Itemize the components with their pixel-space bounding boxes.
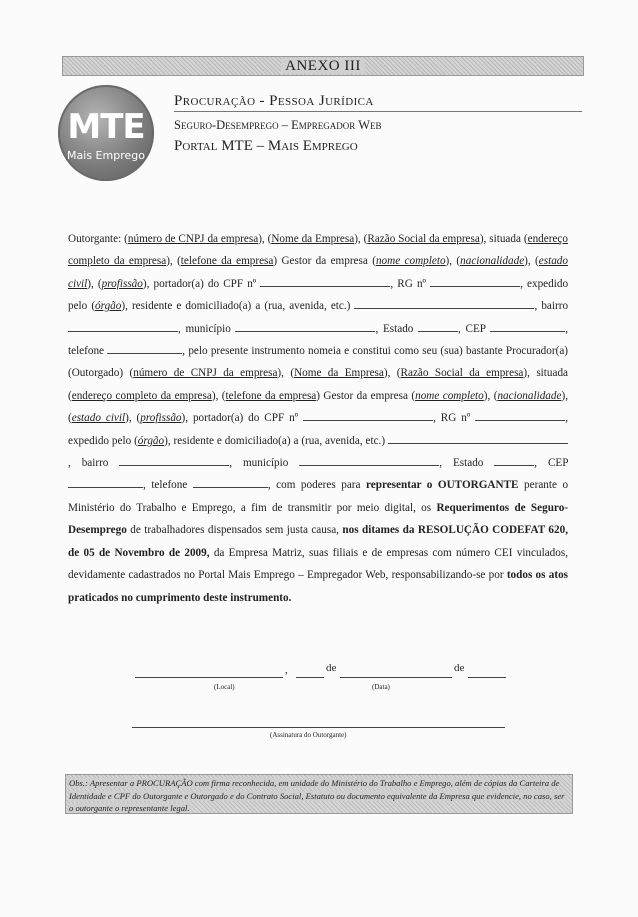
proxy-full-name-field: nome completo (415, 389, 484, 402)
proxy-cnpj-field: número de CNPJ da empresa (133, 367, 278, 380)
resident-label: residente e (131, 300, 182, 313)
proxy-rg-blank[interactable] (475, 409, 565, 421)
outorgante-label: Outorgante: (68, 233, 122, 245)
proxy-company-phone-field: telefone da empresa (225, 389, 317, 402)
phone-blank[interactable] (107, 342, 182, 354)
appointment-text: pelo presente instrumento nomeia e constitui como seu (sua) bastante Procurador(a) (Outorgado) (68, 345, 569, 380)
signature-caption: (Assinatura do Outorgante) (270, 731, 347, 739)
proxy-address-field: endereço completo da empresa (71, 389, 212, 402)
neighborhood-blank[interactable] (68, 320, 178, 332)
proxy-domicile-label: domiciliado(a) a (rua, avenida, etc.) (224, 434, 386, 447)
proxy-city-blank[interactable] (299, 454, 439, 466)
page-title: Procuração - Pessoa Jurídica (174, 93, 374, 109)
rg-blank[interactable] (430, 275, 520, 287)
year-blank[interactable] (468, 664, 506, 678)
headquarters-text: da Empresa Matriz, suas filiais e de empresas com número CEI vinculados, devidamente cadastrados no Portal Mais Emprego – Empregador Web, responsabilizando-se por (68, 546, 568, 582)
city-blank[interactable] (235, 320, 375, 332)
proxy-resident-label: residente e (173, 434, 222, 447)
proxy-zip-blank[interactable] (68, 476, 143, 488)
date-caption: (Data) (372, 683, 390, 691)
proxy-state-blank[interactable] (494, 454, 534, 466)
full-name-field: nome completo (375, 255, 446, 268)
month-blank[interactable] (340, 664, 452, 678)
mte-logo (58, 85, 154, 181)
issued-by-label: expedido pelo (68, 277, 569, 313)
zip-blank[interactable] (490, 320, 565, 332)
before-ministry-text: perante o Ministério do Trabalho e Emprego, a fim de transmitir por meio digital, os (68, 479, 569, 514)
cpf-label: portador(a) do CPF nº (153, 277, 257, 290)
day-blank[interactable] (296, 664, 324, 678)
all-acts-text: todos os atos praticados no cumprimento deste instrumento. (68, 569, 569, 604)
annex-title-bar (62, 56, 584, 76)
legal-name-field: Razão Social da empresa (367, 233, 480, 245)
manager-label: Gestor da empresa (281, 255, 368, 268)
resolution-text: nos ditames da RESOLUÇÃO CODEFAT 620, de 05 de Novembro de 2009, (68, 524, 569, 559)
issuer-field: órgão (95, 300, 122, 313)
city-label: município (185, 322, 231, 335)
proxy-manager-label: Gestor da empresa (323, 389, 408, 402)
local-blank[interactable] (135, 664, 283, 678)
nationality-field: nacionalidade (460, 255, 525, 268)
title-rule (174, 111, 582, 112)
represent-text: representar o OUTORGANTE (366, 479, 519, 492)
comma: , (285, 664, 288, 676)
state-label: Estado (382, 322, 414, 335)
signature-line[interactable] (132, 715, 505, 728)
proxy-issuer-field: órgão (137, 434, 165, 447)
proxy-neighborhood-blank[interactable] (119, 454, 229, 466)
rg-label: RG nº (397, 277, 427, 290)
logo-sub-text: Mais Emprego (67, 149, 145, 162)
proxy-legal-name-field: Razão Social da empresa (400, 367, 524, 380)
logo-main-text: MTE (67, 107, 145, 147)
marital-status-field: estado civil (68, 255, 568, 290)
proxy-nationality-field: nacionalidade (497, 389, 562, 402)
de-1-label: de (326, 662, 337, 674)
proxy-cpf-blank[interactable] (303, 409, 433, 421)
procuration-text: Outorgante: (número de CNPJ da empresa), (Nome da Empresa), (Razão Social da empresa), situada (endereço completo da empresa), (telefone da empresa) Gestor da empresa (nome completo), (nacionalidade), (estado civil), (profissão), portador(a) do CPF nº , RG nº , expedido pelo (órgão), residente e domiciliado(a) a (rua, avenida, etc.) , bairro , município , Estado , CEP , telefone , pelo presente instrumento nomeia e constitui como seu (sua) bastante Procurador(a) (Outorgado) (número de CNPJ da empresa), (Nome da Empresa), (Razão Social da empresa), situada (endereço completo da empresa), (telefone da empresa) Gestor da empresa (nome completo), (nacionalidade), (estado civil), (profissão), portador(a) do CPF nº , RG nº , expedido pelo (órgão), residente e domiciliado(a) a (rua, avenida, etc.) , bairro , município , Estado , CEP , telefone , com poderes para representar o OUTORGANTE perante o Ministério do Trabalho e Emprego, a fim de transmitir por meio digital, os Requerimentos de Seguro-Desemprego de trabalhadores dispensados sem justa causa, nos ditames da RESOLUÇÃO CODEFAT 620, de 05 de Novembro de 2009, da Empresa Matriz, suas filiais e de empresas com número CEI vinculados, devidamente cadastrados no Portal Mais Emprego – Empregador Web, responsabilizando-se por todos os atos praticados no cumprimento deste instrumento. (68, 233, 569, 604)
proxy-marital-status-field: estado civil (71, 412, 126, 425)
portal-title: Portal MTE – Mais Emprego (174, 138, 358, 154)
company-name-field: Nome da Empresa (271, 233, 355, 245)
proxy-company-name-field: Nome da Empresa (294, 367, 384, 380)
powers-text: com poderes para (276, 479, 361, 492)
subtitle: Seguro-Desemprego – Empregador Web (174, 118, 382, 132)
local-caption: (Local) (214, 683, 235, 691)
phone-label: telefone (68, 345, 105, 358)
proxy-street-blank[interactable] (388, 432, 568, 444)
proxy-neighborhood-label: bairro (81, 457, 109, 470)
proxy-phone-label: telefone (151, 479, 188, 492)
profession-field: profissão (101, 277, 143, 290)
proxy-profession-field: profissão (140, 412, 182, 425)
proxy-situada-label: situada (536, 367, 569, 380)
observation-box (65, 774, 573, 814)
company-phone-field: telefone da empresa (180, 255, 274, 268)
address-field: endereço completo da empresa (68, 233, 568, 268)
proxy-state-label: Estado (452, 457, 484, 470)
proxy-phone-blank[interactable] (193, 476, 268, 488)
situada-label: situada (489, 233, 521, 245)
dismissed-text: de trabalhadores dispensados sem justa causa, (130, 524, 339, 537)
observation-text: Obs.: Apresentar a PROCURAÇÃO com firma reconhecida, em unidade do Ministério do Trabalho e Emprego, além de cópias da Carteira de Identidade e CPF do Outorgante e Outorgado e do Contrato Social, Estatuto ou documento equivalente da Empresa que evidencie, no caso, ser o outorgante o representante legal. (69, 778, 565, 813)
proxy-city-label: município (242, 457, 289, 470)
proxy-zip-label: CEP (547, 457, 569, 470)
cnpj-field: número de CNPJ da empresa (127, 233, 259, 245)
domicile-label: domiciliado(a) a (rua, avenida, etc.) (185, 300, 351, 313)
proxy-issued-by-label: expedido pelo (68, 434, 132, 447)
state-blank[interactable] (418, 320, 458, 332)
proxy-rg-label: RG nº (440, 412, 471, 425)
neighborhood-label: bairro (541, 300, 569, 313)
annex-title: ANEXO III (281, 58, 365, 74)
cpf-blank[interactable] (260, 275, 390, 287)
zip-label: CEP (465, 322, 486, 335)
street-blank[interactable] (354, 297, 534, 309)
proxy-cpf-label: portador(a) do CPF nº (192, 412, 299, 425)
de-2-label: de (454, 662, 465, 674)
requests-text: Requerimentos de Seguro-Desemprego (68, 501, 569, 537)
